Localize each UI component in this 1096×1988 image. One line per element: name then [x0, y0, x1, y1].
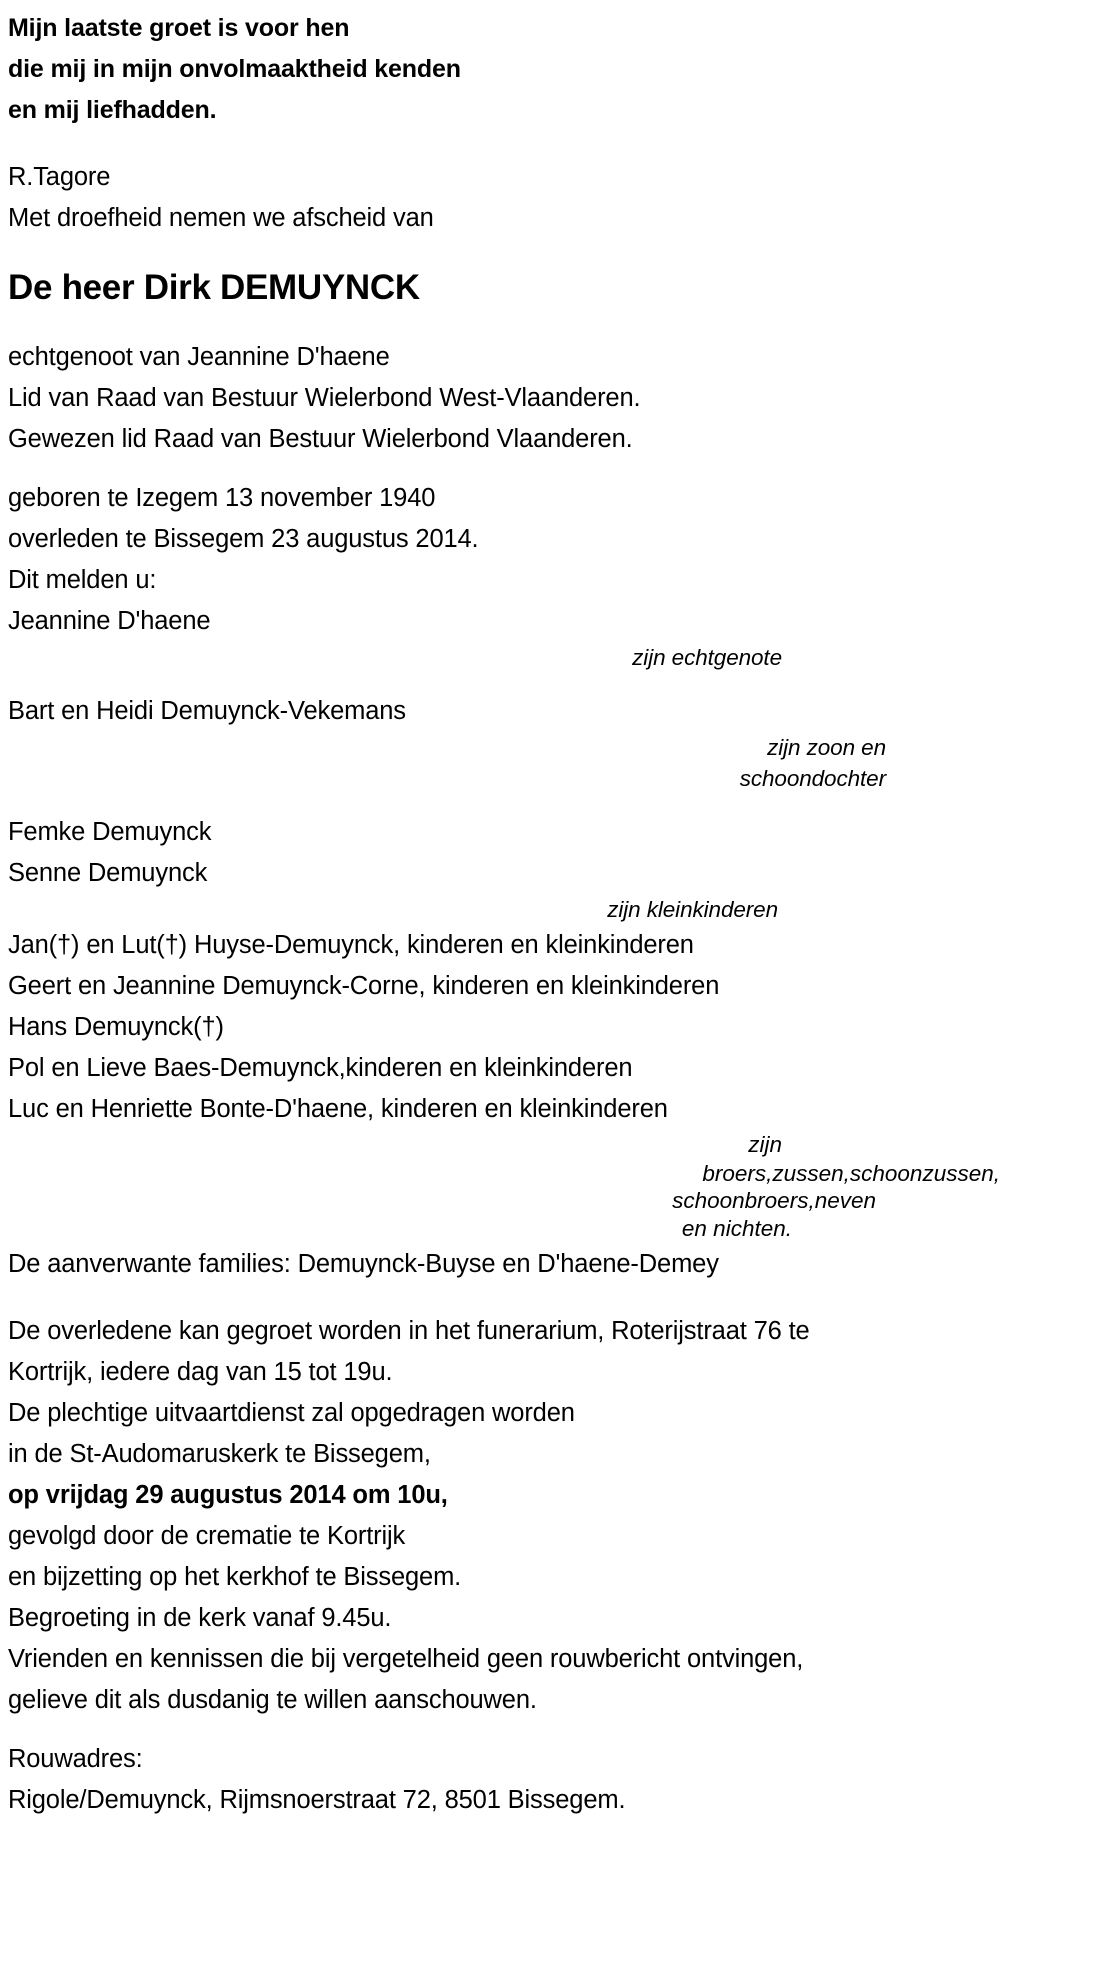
- family-member: Jeannine D'haene: [8, 607, 211, 635]
- visitation-info: [8, 1311, 1082, 1393]
- visitation-line-1: De overledene kan gegroet worden in het funerarium, Roterijstraat 76 te: [8, 1317, 810, 1345]
- relationship-line: zijn echtgenote: [632, 645, 782, 670]
- family-member: Pol en Lieve Baes-Demuynck,kinderen en kleinkinderen: [8, 1054, 633, 1082]
- spacer: [8, 673, 1082, 691]
- mourning-address-value: Rigole/Demuynck, Rijmsnoerstraat 72, 8501 Bissegem.: [8, 1786, 626, 1814]
- service-intro-line: De plechtige uitvaartdienst zal opgedragen worden: [8, 1399, 575, 1427]
- family-relationship-label: [8, 1130, 1082, 1244]
- quote-line-1: Mijn laatste groet is voor hen: [8, 14, 350, 42]
- family-announcement-intro: Dit melden u:: [8, 566, 157, 594]
- role-line-2: Gewezen lid Raad van Bestuur Wielerbond Vlaanderen.: [8, 425, 633, 453]
- spacer: [8, 131, 1082, 157]
- family-member: Femke Demuynck: [8, 818, 212, 846]
- spacer: [8, 1285, 1082, 1311]
- birth-line: geboren te Izegem 13 november 1940: [8, 484, 436, 512]
- family-member: Geert en Jeannine Demuynck-Corne, kinderen en kleinkinderen: [8, 972, 720, 1000]
- family-relationship-label: [8, 642, 1082, 673]
- church-line: in de St-Audomaruskerk te Bissegem,: [8, 1440, 431, 1468]
- quote-line-2: die mij in mijn onvolmaaktheid kenden: [8, 55, 461, 83]
- quote-attribution: [8, 157, 1082, 198]
- quote-line-3: en mij liefhadden.: [8, 96, 217, 124]
- family-group-siblings: [8, 925, 1082, 1244]
- burial-line: en bijzetting op het kerkhof te Bissegem.: [8, 1563, 462, 1591]
- family-names: [8, 691, 1082, 732]
- mourning-address-label: Rouwadres:: [8, 1745, 143, 1773]
- spacer: [8, 239, 1082, 265]
- relationship-line: broers,zussen,schoonzussen,: [702, 1161, 1000, 1186]
- quote-author: R.Tagore: [8, 163, 111, 191]
- relationship-line: schoondochter: [739, 766, 886, 791]
- family-member: Senne Demuynck: [8, 859, 208, 887]
- related-families-line: De aanverwante families: Demuynck-Buyse en D'haene-Demey: [8, 1250, 719, 1278]
- relationship-line: zijn kleinkinderen: [607, 897, 778, 922]
- notice-line-2: gelieve dit als dusdanig te willen aanschouwen.: [8, 1686, 537, 1714]
- relationship-line: zijn: [748, 1132, 782, 1157]
- family-group-son: [8, 691, 1082, 794]
- spouse-line: echtgenoot van Jeannine D'haene: [8, 343, 390, 371]
- notice-line-1: Vrienden en kennissen die bij vergetelheid geen rouwbericht ontvingen,: [8, 1645, 804, 1673]
- deceased-roles: [8, 378, 1082, 460]
- family-names: [8, 601, 1082, 642]
- mourning-address: [8, 1739, 1082, 1821]
- spacer: [8, 1721, 1082, 1739]
- family-group-grandchildren: [8, 812, 1082, 925]
- visitation-line-2: Kortrijk, iedere dag van 15 tot 19u.: [8, 1358, 393, 1386]
- family-member: Bart en Heidi Demuynck-Vekemans: [8, 697, 406, 725]
- announcement-intro: Met droefheid nemen we afscheid van: [8, 204, 434, 232]
- family-member: Hans Demuynck(†): [8, 1013, 224, 1041]
- relationship-line: schoonbroers,neven: [672, 1188, 876, 1213]
- family-relationship-label: [8, 894, 1082, 925]
- spacer: [8, 311, 1082, 337]
- spacer: [8, 460, 1082, 478]
- family-relationship-label: [8, 732, 1082, 794]
- cremation-line: gevolgd door de crematie te Kortrijk: [8, 1522, 406, 1550]
- relationship-line: en nichten.: [681, 1216, 792, 1241]
- family-group-spouse: [8, 601, 1082, 673]
- memorial-quote: [8, 8, 1082, 131]
- greeting-line: Begroeting in de kerk vanaf 9.45u.: [8, 1604, 392, 1632]
- friends-notice: [8, 1639, 1082, 1721]
- deceased-name: De heer Dirk DEMUYNCK: [8, 268, 420, 307]
- death-line: overleden te Bissegem 23 augustus 2014.: [8, 525, 479, 553]
- family-member: Jan(†) en Lut(†) Huyse-Demuynck, kinderen en kleinkinderen: [8, 931, 694, 959]
- family-member: Luc en Henriette Bonte-D'haene, kinderen en kleinkinderen: [8, 1095, 668, 1123]
- service-datetime: op vrijdag 29 augustus 2014 om 10u,: [8, 1481, 448, 1509]
- relationship-line: zijn zoon en: [767, 735, 886, 760]
- spacer: [8, 794, 1082, 812]
- role-line-1: Lid van Raad van Bestuur Wielerbond West-Vlaanderen.: [8, 384, 641, 412]
- family-names: [8, 925, 1082, 1130]
- family-names: [8, 812, 1082, 894]
